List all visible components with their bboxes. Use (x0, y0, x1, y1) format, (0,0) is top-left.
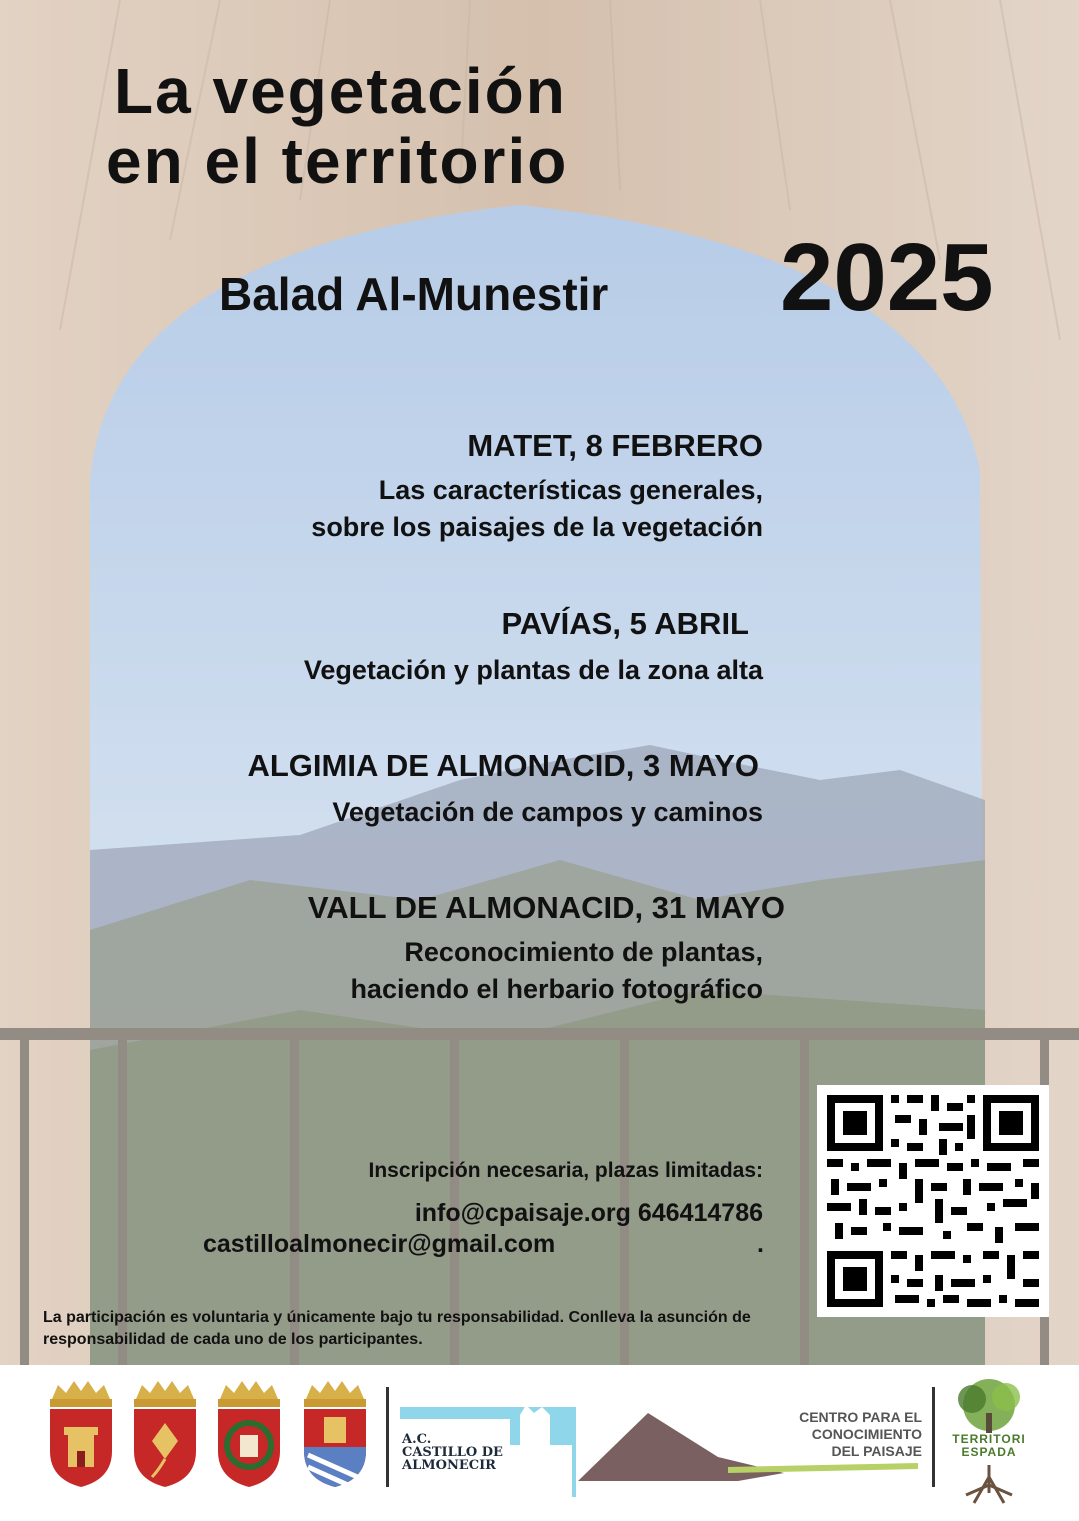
registration-info (369, 1150, 764, 1234)
email-phone-contact[interactable]: info@cpaisaje.org 646414786 (414, 1199, 763, 1227)
event-algimia-description (332, 794, 763, 831)
divider (932, 1387, 935, 1487)
qr-code[interactable] (817, 1085, 1049, 1317)
event-description: Las características generales, (378, 475, 763, 505)
disclaimer: La participación es voluntaria y únicamente bajo tu responsabilidad. Conlleva la asunción de responsabilidad de cada uno de los participantes. (43, 1309, 751, 1348)
year: 2025 (780, 224, 994, 331)
registration-note: Inscripción necesaria, plazas limitadas: (368, 1159, 763, 1182)
event-heading: ALGIMIA DE ALMONACID, 3 MAYO (247, 748, 759, 783)
footer-logos (0, 1365, 1079, 1521)
logo-text-line: DEL PAISAJE (831, 1443, 922, 1459)
event-algimia (247, 746, 759, 786)
event-description: Vegetación de campos y caminos (332, 797, 763, 827)
event-description: haciendo el herbario fotográfico (350, 974, 763, 1004)
logo-text-line: CASTILLO DE (402, 1445, 503, 1460)
landscape-centre-name (799, 1409, 922, 1460)
title-line-1: La vegetación (114, 55, 567, 127)
event-description: sobre los paisajes de la vegetación (311, 512, 763, 542)
event-pavias-description (304, 652, 763, 689)
coat-of-arms-algimia (212, 1381, 286, 1489)
territori-espada-name (942, 1433, 1036, 1459)
coat-of-arms-matet (44, 1381, 118, 1489)
logo-text-line: CENTRO PARA EL (799, 1409, 922, 1425)
title-line-2: en el territorio (106, 125, 569, 197)
event-description: Vegetación y plantas de la zona alta (303, 655, 763, 685)
subtitle: Balad Al-Munestir (219, 268, 609, 320)
logo-text-line: CONOCIMIENTO (811, 1426, 922, 1442)
logo-text-line: TERRITORI (952, 1432, 1026, 1446)
email-contact[interactable]: castilloalmonecir@gmail.com (203, 1230, 556, 1258)
event-description: Reconocimiento de plantas, (404, 937, 763, 967)
logo-text-line: A.C. (402, 1432, 432, 1447)
event-heading: PAVÍAS, 5 ABRIL (501, 606, 749, 641)
logo-text-line: ESPADA (961, 1445, 1017, 1459)
trailing-dot: . (757, 1230, 764, 1258)
coat-of-arms-pavias (128, 1381, 202, 1489)
event-vall-description (350, 934, 763, 1008)
divider (386, 1387, 389, 1487)
castle-association-name (402, 1433, 503, 1472)
logo-text-line: ALMONECIR (402, 1458, 496, 1473)
coat-of-arms-vall-de-almonacid (298, 1381, 372, 1489)
event-matet (311, 426, 763, 546)
event-heading: VALL DE ALMONACID, 31 MAYO (307, 890, 785, 925)
event-vall (308, 888, 785, 928)
event-pavias (502, 604, 749, 644)
event-heading: MATET, 8 FEBRERO (467, 428, 763, 463)
